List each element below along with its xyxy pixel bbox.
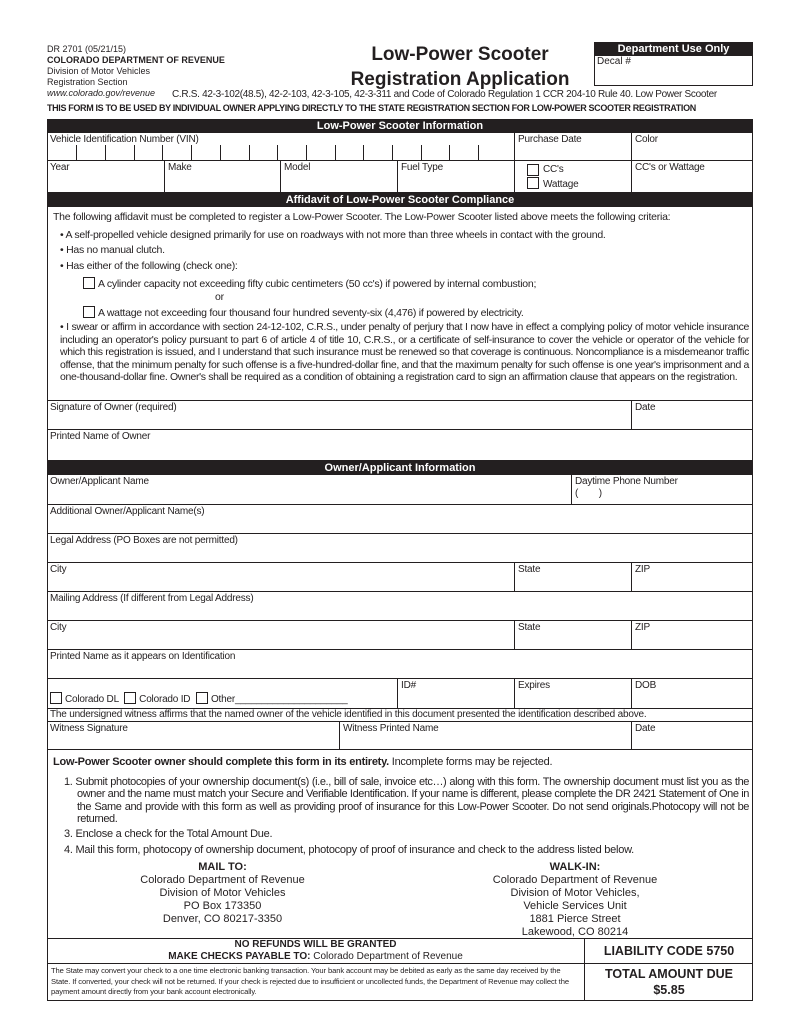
combustion-checkbox[interactable] [83,277,95,289]
expires-label: Expires [518,680,550,691]
witness-name-label: Witness Printed Name [343,723,439,734]
witness-signature-field[interactable] [47,722,340,750]
ccs-checkbox[interactable] [527,164,539,176]
statutes: C.R.S. 42-3-102(48.5), 42-2-103, 42-3-105, 42-3-311 and Code of Colorado Regulation 1 CCR 204-10 Rule 40. Low Power Scooter [172,89,717,100]
department-use-label: Department Use Only [595,43,752,56]
mail-to-label: MAIL TO: [198,861,247,873]
address-line: Division of Motor Vehicles, [510,887,640,899]
signature-date-field[interactable] [632,400,753,430]
state-label: State [518,564,541,575]
website-link[interactable]: www.colorado.gov/revenue [47,88,156,98]
step-1: 1. Submit photocopies of your ownership document(s) (i.e., bill of sale, invoice etc…) along with this form. The ownership document must list you as the owner and the name must match your Secure and Verifiable Identification. If your name is different, please complete the DR 2421 Statement of One in the Same and provide with this form as well as providing proof of insurance for this Low-Power Scooter. Do not send originals.Photocopy will not be returned. [64,775,749,826]
colorado-dl-label: Colorado DL [65,694,119,705]
electronic-check-notice: The State may convert your check to a one time electronic banking transaction. Your bank account may be debited as early as the same day received by the State. If converted, your check will not be returned. If your check is rejected due to insufficient or uncollected funds, the Department of Revenue may collect the payment amount directly from your bank account electronically. [47,964,585,1001]
color-field[interactable] [632,133,753,161]
legal-city-field[interactable] [47,563,515,592]
address-line: PO Box 173350 [183,900,262,912]
printed-name-label: Printed Name of Owner [50,431,151,442]
make-label: Make [168,162,192,173]
form-number: DR 2701 (05/21/15) [47,44,127,54]
signature-label: Signature of Owner (required) [50,402,177,413]
mailing-city-field[interactable] [47,621,515,650]
instructions-lead: Low-Power Scooter owner should complete this form in its entirety. [53,756,389,768]
vin-label: Vehicle Identification Number (VIN) [50,134,199,145]
electric-option: A wattage not exceeding four thousand four hundred seventy-six (4,476) if powered by electricity. [98,306,524,319]
insurance-affirmation: • I swear or affirm in accordance with section 24-12-102, C.R.S., under penalty of perjury that I now have in effect a complying policy of motor vehicle insurance including an operator's policy pursuant to part 6 of article 4 of title 10, C.R.S., or a certificate of self-insurance to cover the vehicle or operator of the vehicle for which this registration is issued, and I understand that such insurance must be renewed so that coverage is continuous. Noncompliance is a misdemeanor traffic offense, that the minimum penalty for such offense is a five-hundred-dollar fine, and that the maximum penalty for such offense is one year's imprisonment and a one-thousand-dollar fine. Owner's shall be required as a condition of obtaining a registration card to sign an affirmation clause that appears on the registration. [60,321,749,384]
walk-in-address [470,861,680,939]
owner-name-label: Owner/Applicant Name [50,476,149,487]
owner-name-field[interactable] [47,475,572,505]
title-line-2: Registration Application [350,69,570,90]
witness-statement: The undersigned witness affirms that the named owner of the vehicle identified in this document presented the identification described above. [47,709,753,722]
id-type-choice [47,679,398,709]
id-name-field[interactable] [47,650,753,679]
model-field[interactable] [281,161,398,193]
address-line: 1881 Pierce Street [529,913,621,925]
criteria-2: • Has no manual clutch. [60,244,165,257]
witness-signature-label: Witness Signature [50,723,128,734]
wattage-checkbox[interactable] [527,177,539,189]
area-code-parens: ( ) [575,488,602,499]
id-number-field[interactable] [398,679,515,709]
dob-field[interactable] [632,679,753,709]
total-label: TOTAL AMOUNT DUE [604,967,733,981]
step-3: 3. Enclose a check for the Total Amount Due. [64,827,273,840]
payment-instructions [47,939,585,964]
total-value: $5.85 [653,983,685,997]
dob-label: DOB [635,680,657,691]
colorado-id-label: Colorado ID [139,694,191,705]
printed-owner-name-field[interactable] [47,430,753,461]
affidavit-text [53,211,749,384]
address-line: Division of Motor Vehicles [159,887,286,899]
division-name: Division of Motor Vehicles [47,66,151,76]
id-name-label: Printed Name as it appears on Identification [50,651,236,662]
mailing-address-label: Mailing Address (If different from Legal Address) [50,593,254,604]
purchase-date-field[interactable] [515,133,632,161]
owner-info-heading: Owner/Applicant Information [47,461,753,475]
other-id-checkbox[interactable] [196,692,208,704]
witness-date-field[interactable] [632,722,753,750]
step-4: 4. Mail this form, photocopy of ownership document, photocopy of proof of insurance and check to the address listed below. [64,843,634,856]
zip-label: ZIP [635,622,650,633]
agency-name: COLORADO DEPARTMENT OF REVENUE [47,55,225,65]
additional-owner-field[interactable] [47,505,753,534]
criteria-3: • Has either of the following (check one): [60,259,238,272]
mailing-state-field[interactable] [515,621,632,650]
ccs-label: CC's [543,164,564,175]
purchase-date-label: Purchase Date [518,134,582,145]
model-label: Model [284,162,311,173]
address-line: Colorado Department of Revenue [140,874,305,886]
department-use-box [594,42,753,86]
cc-wattage-choice [515,161,632,193]
cc-or-wattage-field[interactable] [632,161,753,193]
title-line-1: Low-Power Scooter [371,44,549,65]
total-amount-due [585,964,753,998]
owner-signature-field[interactable] [47,400,632,430]
affidavit-intro: The following affidavit must be completed to register a Low-Power Scooter. The Low-Power Scooter listed above meets the following criteria: [53,211,671,223]
date-label: Date [635,723,656,734]
payable-to: Colorado Department of Revenue [313,951,463,962]
page-title [330,42,590,92]
state-label: State [518,622,541,633]
vin-field[interactable] [47,133,515,161]
date-label: Date [635,402,656,413]
address-line: Vehicle Services Unit [523,900,627,912]
witness-name-field[interactable] [340,722,632,750]
cc-or-wattage-label: CC's or Wattage [635,162,705,173]
legal-address-field[interactable] [47,534,753,563]
color-label: Color [635,134,658,145]
or-text: or [215,290,224,303]
year-label: Year [50,162,70,173]
wattage-label: Wattage [543,179,579,190]
liability-code: LIABILITY CODE 5750 [585,939,753,964]
fuel-type-label: Fuel Type [401,162,443,173]
legal-zip-field[interactable] [632,563,753,592]
address-line: Denver, CO 80217-3350 [162,913,283,925]
walk-in-label: WALK-IN: [549,861,601,873]
combustion-option: A cylinder capacity not exceeding fifty cubic centimeters (50 cc's) if powered by internal combustion; [98,278,537,291]
section-name: Registration Section [47,77,128,87]
colorado-id-checkbox[interactable] [124,692,136,704]
payable-label: MAKE CHECKS PAYABLE TO: [168,951,311,962]
year-field[interactable] [47,161,165,193]
id-number-label: ID# [401,680,416,691]
electric-checkbox[interactable] [83,306,95,318]
city-label: City [50,622,67,633]
expires-field[interactable] [515,679,632,709]
mail-to-address [120,861,325,926]
no-refunds-notice: NO REFUNDS WILL BE GRANTED [234,939,397,950]
legal-address-label: Legal Address (PO Boxes are not permitted) [50,535,238,546]
zip-label: ZIP [635,564,650,575]
colorado-dl-checkbox[interactable] [50,692,62,704]
make-field[interactable] [165,161,281,193]
additional-owner-label: Additional Owner/Applicant Name(s) [50,506,205,517]
decal-field[interactable]: Decal # [597,56,631,67]
mailing-zip-field[interactable] [632,621,753,650]
other-id-label: Other_____________________ [210,694,348,705]
instructions [53,756,749,856]
criteria-1: • A self-propelled vehicle designed primarily for use on roadways with not more than three wheels in contact with the ground. [60,228,606,241]
legal-state-field[interactable] [515,563,632,592]
affidavit-heading: Affidavit of Low-Power Scooter Compliance [47,193,753,207]
scooter-info-heading: Low-Power Scooter Information [47,119,753,133]
phone-field[interactable] [572,475,753,505]
mailing-address-field[interactable] [47,592,753,621]
address-line: Colorado Department of Revenue [492,874,658,886]
usage-notice: THIS FORM IS TO BE USED BY INDIVIDUAL OWNER APPLYING DIRECTLY TO THE STATE REGISTRATION SECTION FOR LOW-POWER SCOOTER REGISTRATION [47,103,696,113]
phone-label: Daytime Phone Number [575,476,678,487]
instructions-lead-rest: Incomplete forms may be rejected. [388,756,553,768]
fuel-type-field[interactable] [398,161,515,193]
address-line: Lakewood, CO 80214 [521,926,629,938]
city-label: City [50,564,67,575]
